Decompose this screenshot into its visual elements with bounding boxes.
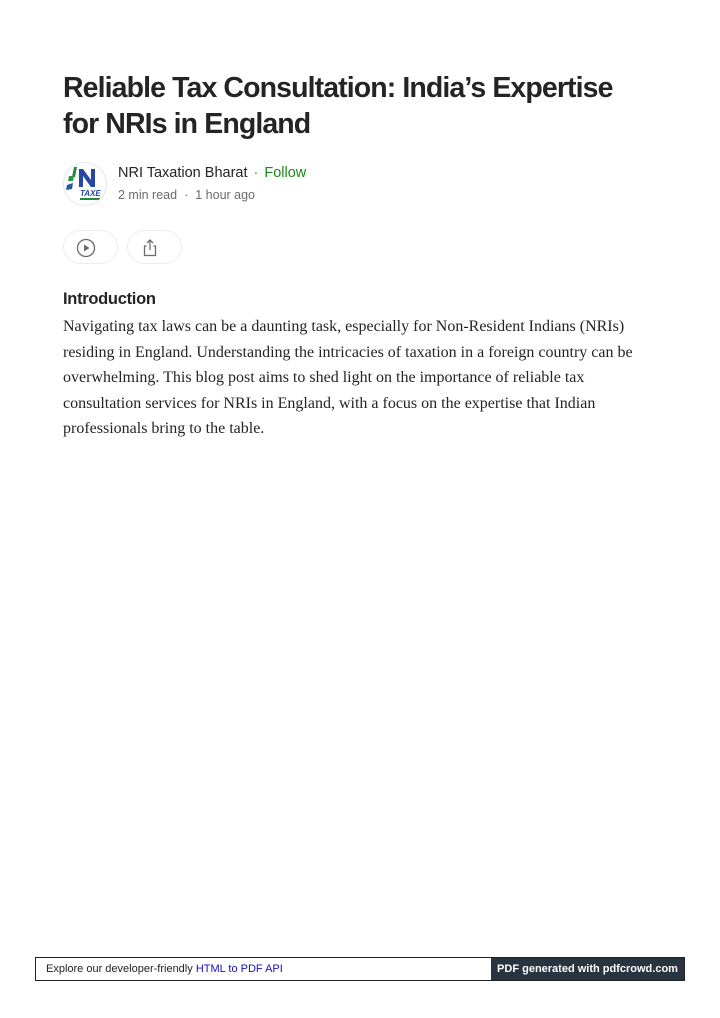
separator-dot: ·	[184, 188, 189, 202]
article-meta	[118, 187, 255, 203]
section-paragraph: Navigating tax laws can be a daunting task, especially for Non-Resident Indians (NRIs) residing in England. Understanding the intricacies of taxation in a foreign country can be overwhelming. This blog post aims to shed light on the importance of reliable tax consultation services for NRIs in England, with a focus on the expertise that Indian professionals bring to the table.	[63, 318, 633, 437]
follow-button[interactable]: Follow	[264, 165, 307, 181]
footer-api-link[interactable]: HTML to PDF API	[195, 963, 283, 975]
listen-button[interactable]	[63, 230, 118, 264]
author-line	[118, 164, 306, 182]
share-button[interactable]	[127, 230, 182, 264]
share-icon	[140, 238, 160, 258]
published-time: 1 hour ago	[195, 188, 256, 202]
play-circle-icon	[76, 238, 96, 258]
read-time: 2 min read	[118, 188, 178, 202]
section-heading: Introduction	[63, 290, 156, 308]
author-row	[63, 160, 463, 208]
pdf-footer	[35, 957, 685, 981]
separator-dot: ·	[253, 165, 259, 181]
footer-promo-text: Explore our developer-friendly	[46, 963, 196, 975]
author-name[interactable]: NRI Taxation Bharat	[118, 165, 248, 181]
avatar-text: TAXE	[80, 189, 101, 198]
article-title: Reliable Tax Consultation: India’s Expertise for NRIs in England	[63, 72, 613, 140]
avatar-logo	[64, 163, 106, 205]
author-avatar[interactable]	[63, 162, 107, 206]
footer-promo	[46, 963, 283, 975]
footer-generated-badge[interactable]: PDF generated with pdfcrowd.com	[491, 958, 684, 980]
